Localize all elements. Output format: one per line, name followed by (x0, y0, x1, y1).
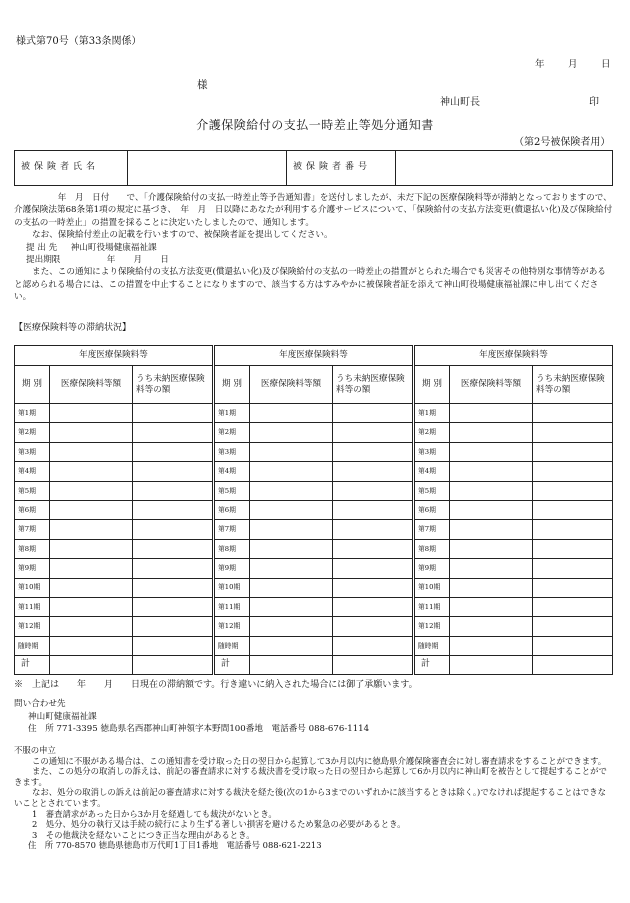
unpaid-column-header: うち未納医療保険料等の額 (533, 366, 613, 404)
insured-category: （第2号被保険者用） (514, 137, 611, 148)
amount-cell[interactable] (50, 520, 133, 539)
unpaid-cell[interactable] (333, 442, 413, 461)
table-row (415, 423, 613, 442)
amount-cell[interactable] (450, 442, 533, 461)
unpaid-cell[interactable] (133, 423, 213, 442)
amount-cell[interactable] (250, 617, 333, 636)
amount-cell[interactable] (450, 481, 533, 500)
period-cell: 第3期 (215, 442, 250, 461)
unpaid-cell[interactable] (133, 597, 213, 616)
issuer-name: 神山町長 (440, 97, 480, 108)
period-cell: 随時期 (215, 636, 250, 655)
table-row (215, 423, 413, 442)
table-row (415, 520, 613, 539)
period-cell: 第4期 (415, 462, 450, 481)
unpaid-cell[interactable] (133, 617, 213, 636)
arrears-table (214, 345, 413, 675)
amount-cell[interactable] (250, 481, 333, 500)
unpaid-column-header: うち未納医療保険料等の額 (333, 366, 413, 404)
total-label: 計 (415, 656, 450, 675)
period-cell: 第7期 (415, 520, 450, 539)
contact-block (14, 698, 369, 736)
table-row (215, 539, 413, 558)
table-row (215, 617, 413, 636)
period-cell: 第2期 (415, 423, 450, 442)
appeal-paragraph-1: この通知に不服がある場合は、この通知書を受け取った日の翌日から起算して3か月以内に徳島県介護保険審査会に対し審査請求をすることができます。 (32, 755, 607, 766)
table-row (15, 559, 213, 578)
unpaid-cell[interactable] (533, 442, 613, 461)
appeal-item-2: 2 処分、処分の執行又は手続の続行により生ずる著しい損害を避けるため緊急の必要があるとき。 (32, 819, 406, 830)
fiscal-year-header: 年度医療保険料等 (215, 346, 413, 366)
amount-cell[interactable] (50, 559, 133, 578)
fiscal-year-header: 年度医療保険料等 (415, 346, 613, 366)
period-cell: 第6期 (15, 500, 50, 519)
table-row (215, 578, 413, 597)
notice-paragraph-3: また、この通知により保険給付の支払方法変更(償還払い化)及び保険給付の支払の一時差止の措置がとられた場合でも災害その他特別な事情等があると認められる場合には、この措置を中止することになりますので、該当する方はすみやかに被保険者証を添えて神山町役場健康福祉課に申し出てください。 (14, 267, 606, 303)
unpaid-cell[interactable] (333, 559, 413, 578)
unpaid-cell[interactable] (333, 423, 413, 442)
period-cell: 第4期 (15, 462, 50, 481)
table-row (15, 481, 213, 500)
form-number: 様式第70号（第33条関係） (16, 36, 142, 47)
amount-cell[interactable] (250, 559, 333, 578)
deadline-month: 月 (133, 255, 143, 266)
unpaid-cell[interactable] (533, 636, 613, 655)
total-unpaid-cell[interactable] (133, 656, 213, 675)
amount-cell[interactable] (50, 481, 133, 500)
period-cell: 第12期 (15, 617, 50, 636)
unpaid-cell[interactable] (333, 636, 413, 655)
period-cell: 第2期 (215, 423, 250, 442)
amount-cell[interactable] (450, 520, 533, 539)
unpaid-cell[interactable] (333, 617, 413, 636)
period-cell: 第1期 (415, 404, 450, 423)
amount-cell[interactable] (450, 404, 533, 423)
table-row (415, 442, 613, 461)
total-amount-cell[interactable] (450, 656, 533, 675)
contact-title: 問い合わせ先 (14, 699, 66, 709)
appeal-address: 住 所 770-8570 徳島県徳島市万代町1丁目1番地 電話番号 088-621-2213 (28, 840, 322, 851)
amount-cell[interactable] (450, 617, 533, 636)
period-cell: 第5期 (15, 481, 50, 500)
unpaid-cell[interactable] (533, 404, 613, 423)
table-row (215, 559, 413, 578)
amount-cell[interactable] (250, 597, 333, 616)
submit-value: 神山町役場健康福祉課 (70, 242, 157, 253)
unpaid-cell[interactable] (333, 404, 413, 423)
appeal-item-1: 1 審査請求があった日から3か月を経過しても裁決がないとき。 (32, 808, 277, 819)
amount-cell[interactable] (50, 636, 133, 655)
amount-cell[interactable] (50, 500, 133, 519)
period-cell: 第2期 (15, 423, 50, 442)
arrears-tables (14, 345, 613, 675)
amount-cell[interactable] (50, 404, 133, 423)
amount-cell[interactable] (450, 423, 533, 442)
unpaid-cell[interactable] (133, 404, 213, 423)
date-month: 月 (568, 59, 578, 70)
table-row (415, 559, 613, 578)
table-row (215, 597, 413, 616)
amount-cell[interactable] (50, 597, 133, 616)
unpaid-cell[interactable] (133, 442, 213, 461)
amount-cell[interactable] (250, 520, 333, 539)
table-row (415, 636, 613, 655)
table-row (415, 539, 613, 558)
amount-cell[interactable] (450, 500, 533, 519)
insured-number-field[interactable] (396, 151, 613, 186)
amount-cell[interactable] (50, 578, 133, 597)
total-label: 計 (15, 656, 50, 675)
unpaid-cell[interactable] (533, 559, 613, 578)
deadline-day: 日 (160, 255, 169, 266)
total-amount-cell[interactable] (50, 656, 133, 675)
submit-destination (14, 242, 614, 254)
total-row (415, 656, 613, 675)
appeal-paragraph-2: また、この処分の取消しの訴えは、前記の審査請求に対する裁決書を受け取った日の翌日から起算して6か月以内に神山町を被告として提起することができます。 (14, 766, 607, 787)
period-cell: 第12期 (415, 617, 450, 636)
submit-deadline (14, 254, 614, 266)
unpaid-cell[interactable] (533, 481, 613, 500)
unpaid-cell[interactable] (133, 559, 213, 578)
table-row (15, 404, 213, 423)
period-cell: 第8期 (215, 539, 250, 558)
appeal-paragraph-3: なお、処分の取消しの訴えは前記の審査請求に対する裁決を経た後(次の1から3までのいずれかに該当するときは除く。)でなければ提起することはできないこととされています。 (14, 787, 606, 808)
amount-column-header: 医療保険料等額 (50, 366, 133, 404)
period-cell: 第10期 (415, 578, 450, 597)
period-cell: 第11期 (215, 597, 250, 616)
period-cell: 第8期 (15, 539, 50, 558)
date-day: 日 (601, 59, 611, 70)
amount-cell[interactable] (450, 636, 533, 655)
unpaid-cell[interactable] (133, 520, 213, 539)
period-cell: 第3期 (415, 442, 450, 461)
table-row (215, 481, 413, 500)
notice-paragraph-1: 年 月 日付 で、「介護保険給付の支払一時差止等予告通知書」を送付しましたが、未だ下記の医療保険料等が滞納となっておりますので、介護保険法第68条第1項の規定に基づき、 年 月 日以降にあなたが利用する介護サービスについて、「保険給付の支払方法変更(償還払い化)及び保険給付の支払の一時差止」の措置を採ることに決定いたしましたので、通知します。 (14, 193, 613, 228)
total-row (215, 656, 413, 675)
insured-info-table (14, 150, 613, 186)
addressee-suffix: 様 (197, 79, 208, 91)
notice-paragraph-2: なお、保険給付差止の記載を行いますので、被保険者証を提出してください。 (32, 230, 333, 241)
unpaid-cell[interactable] (333, 578, 413, 597)
table-row (215, 636, 413, 655)
unpaid-cell[interactable] (333, 520, 413, 539)
table-row (415, 500, 613, 519)
period-cell: 第4期 (215, 462, 250, 481)
amount-cell[interactable] (250, 500, 333, 519)
amount-cell[interactable] (50, 539, 133, 558)
table-row (415, 404, 613, 423)
period-cell: 随時期 (415, 636, 450, 655)
period-cell: 第9期 (15, 559, 50, 578)
amount-cell[interactable] (250, 462, 333, 481)
date-year: 年 (535, 59, 545, 70)
period-cell: 第5期 (415, 481, 450, 500)
amount-cell[interactable] (250, 423, 333, 442)
amount-cell[interactable] (50, 617, 133, 636)
table-row (15, 423, 213, 442)
amount-cell[interactable] (450, 539, 533, 558)
unpaid-cell[interactable] (333, 539, 413, 558)
unpaid-cell[interactable] (133, 481, 213, 500)
unpaid-cell[interactable] (533, 578, 613, 597)
arrears-note: ※ 上記は 年 月 日現在の滞納額です。行き違いに納入された場合には御了承願います。 (14, 680, 418, 690)
total-unpaid-cell[interactable] (533, 656, 613, 675)
unpaid-cell[interactable] (333, 481, 413, 500)
table-row (215, 462, 413, 481)
table-row (15, 442, 213, 461)
amount-cell[interactable] (250, 442, 333, 461)
period-cell: 第10期 (215, 578, 250, 597)
period-cell: 第12期 (215, 617, 250, 636)
amount-cell[interactable] (450, 578, 533, 597)
period-cell: 随時期 (15, 636, 50, 655)
contact-dept: 神山町健康福祉課 (28, 711, 97, 722)
table-row (15, 539, 213, 558)
table-row (415, 617, 613, 636)
period-cell: 第8期 (415, 539, 450, 558)
amount-cell[interactable] (450, 462, 533, 481)
unpaid-cell[interactable] (333, 500, 413, 519)
submit-label: 提 出 先 (26, 242, 58, 253)
amount-column-header: 医療保険料等額 (250, 366, 333, 404)
document-title: 介護保険給付の支払一時差止等処分通知書 (196, 118, 434, 132)
period-cell: 第10期 (15, 578, 50, 597)
issue-date (535, 59, 611, 71)
table-row (215, 520, 413, 539)
period-cell: 第6期 (215, 500, 250, 519)
period-cell: 第6期 (415, 500, 450, 519)
unpaid-cell[interactable] (533, 500, 613, 519)
period-cell: 第3期 (15, 442, 50, 461)
table-row (415, 481, 613, 500)
insured-name-label: 被保険者氏名 (15, 151, 128, 186)
total-unpaid-cell[interactable] (333, 656, 413, 675)
table-row (15, 597, 213, 616)
period-cell: 第9期 (215, 559, 250, 578)
period-cell: 第1期 (215, 404, 250, 423)
deadline-label: 提出期限 (26, 255, 61, 266)
unpaid-cell[interactable] (333, 597, 413, 616)
period-cell: 第9期 (415, 559, 450, 578)
appeal-block (14, 745, 614, 851)
appeal-title: 不服の申立 (14, 745, 56, 755)
table-row (415, 462, 613, 481)
period-cell: 第7期 (215, 520, 250, 539)
period-column-header: 期 別 (215, 366, 250, 404)
table-row (15, 578, 213, 597)
total-row (15, 656, 213, 675)
amount-cell[interactable] (50, 442, 133, 461)
unpaid-cell[interactable] (533, 462, 613, 481)
period-cell: 第11期 (15, 597, 50, 616)
unpaid-cell[interactable] (533, 520, 613, 539)
deadline-year: 年 (106, 255, 116, 266)
fiscal-year-header: 年度医療保険料等 (15, 346, 213, 366)
amount-cell[interactable] (250, 636, 333, 655)
unpaid-cell[interactable] (133, 500, 213, 519)
table-row (215, 404, 413, 423)
unpaid-cell[interactable] (333, 462, 413, 481)
amount-column-header: 医療保険料等額 (450, 366, 533, 404)
amount-cell[interactable] (250, 539, 333, 558)
unpaid-cell[interactable] (533, 617, 613, 636)
arrears-section-title: 【医療保険料等の滞納状況】 (14, 323, 132, 333)
insured-number-label: 被保険者番号 (287, 151, 396, 186)
amount-cell[interactable] (250, 578, 333, 597)
unpaid-column-header: うち未納医療保険料等の額 (133, 366, 213, 404)
period-column-header: 期 別 (15, 366, 50, 404)
unpaid-cell[interactable] (133, 539, 213, 558)
table-row (415, 597, 613, 616)
total-label: 計 (215, 656, 250, 675)
unpaid-cell[interactable] (133, 462, 213, 481)
table-row (15, 500, 213, 519)
amount-cell[interactable] (450, 559, 533, 578)
amount-cell[interactable] (450, 597, 533, 616)
unpaid-cell[interactable] (533, 423, 613, 442)
table-row (15, 520, 213, 539)
period-cell: 第11期 (415, 597, 450, 616)
table-row (15, 462, 213, 481)
notice-body (14, 192, 614, 304)
table-row (15, 617, 213, 636)
seal-mark: 印 (589, 97, 599, 108)
amount-cell[interactable] (250, 404, 333, 423)
arrears-table (414, 345, 613, 675)
unpaid-cell[interactable] (133, 636, 213, 655)
insured-name-field[interactable] (128, 151, 287, 186)
table-row (215, 500, 413, 519)
period-cell: 第1期 (15, 404, 50, 423)
amount-cell[interactable] (50, 462, 133, 481)
period-cell: 第7期 (15, 520, 50, 539)
unpaid-cell[interactable] (133, 578, 213, 597)
unpaid-cell[interactable] (533, 597, 613, 616)
table-row (215, 442, 413, 461)
period-column-header: 期 別 (415, 366, 450, 404)
appeal-item-3: 3 その他裁決を経ないことにつき正当な理由があるとき。 (32, 829, 255, 840)
table-row (415, 578, 613, 597)
table-row (15, 636, 213, 655)
contact-address: 住 所 771-3395 徳島県名西郡神山町神領字本野間100番地 電話番号 088-676-1114 (28, 724, 370, 734)
period-cell: 第5期 (215, 481, 250, 500)
unpaid-cell[interactable] (533, 539, 613, 558)
total-amount-cell[interactable] (250, 656, 333, 675)
arrears-table (14, 345, 213, 675)
amount-cell[interactable] (50, 423, 133, 442)
